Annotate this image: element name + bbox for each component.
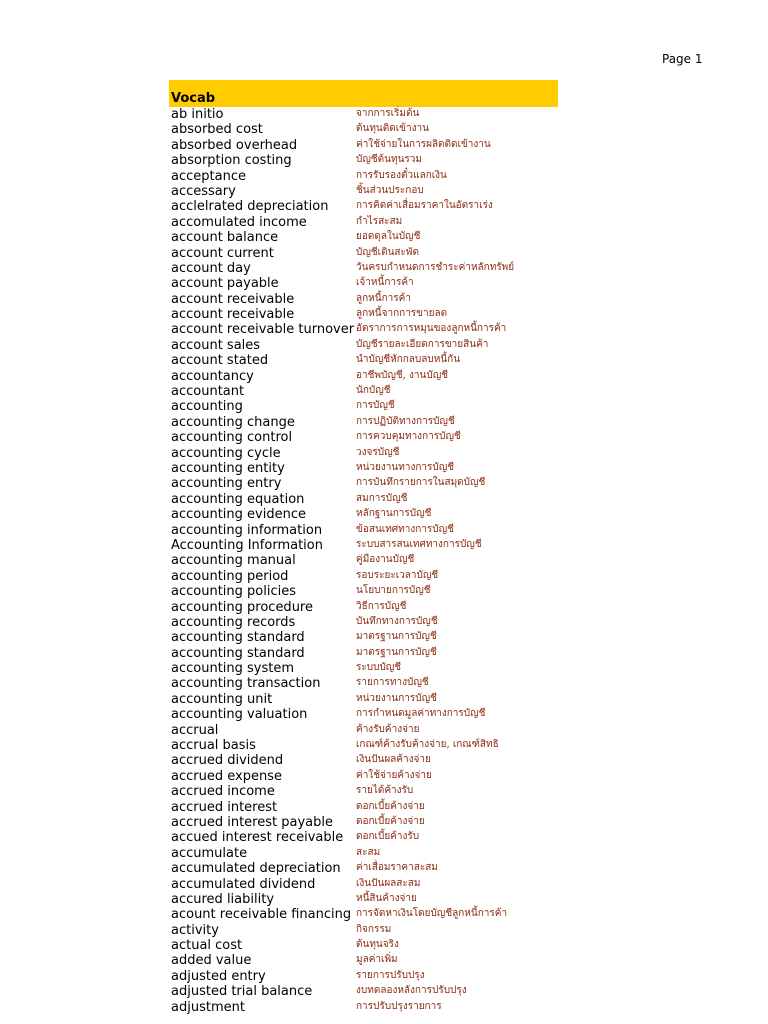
vocab-row	[171, 492, 671, 507]
term-thai: วิธีการบัญชี	[356, 600, 407, 612]
vocab-row	[171, 569, 671, 584]
term-thai: มาตรฐานการบัญชี	[356, 631, 437, 643]
vocab-row	[171, 877, 671, 892]
term-english: accounting unit	[171, 691, 273, 707]
term-english: accounting standard	[171, 630, 305, 646]
term-thai: การบันทึกรายการในสมุดบัญชี	[356, 477, 486, 489]
term-thai: อัตราการการหมุนของลูกหนี้การค้า	[356, 323, 507, 335]
term-english: accued interest receivable	[171, 830, 344, 846]
term-english: accounting transaction	[171, 676, 321, 692]
vocab-row	[171, 369, 671, 384]
term-english: account receivable	[171, 307, 295, 323]
vocab-row	[171, 322, 671, 337]
vocab-row	[171, 353, 671, 368]
term-english: accrued dividend	[171, 753, 284, 769]
vocab-row	[171, 969, 671, 984]
term-english: acount receivable financing	[171, 907, 352, 923]
term-thai: สะสม	[356, 846, 381, 858]
term-thai: นักบัญชี	[356, 385, 391, 397]
term-english: accounting records	[171, 614, 296, 630]
page-number: Page 1	[662, 52, 703, 66]
term-thai: หลักฐานการบัญชี	[356, 508, 432, 520]
term-english: accessary	[171, 183, 236, 199]
vocab-row	[171, 800, 671, 815]
vocab-row	[171, 923, 671, 938]
term-english: accounting manual	[171, 553, 296, 569]
vocab-row	[171, 246, 671, 261]
term-english: account stated	[171, 353, 269, 369]
vocab-row	[171, 476, 671, 491]
vocab-row	[171, 538, 671, 553]
term-thai: ดอกเบี้ยค้างจ่าย	[356, 800, 425, 812]
term-thai: เจ้าหนี้การค้า	[356, 277, 414, 289]
term-english: accrued interest	[171, 799, 278, 815]
term-thai: มาตรฐานการบัญชี	[356, 646, 437, 658]
vocab-row	[171, 584, 671, 599]
vocab-row	[171, 384, 671, 399]
term-thai: กำไรสะสม	[356, 215, 403, 227]
vocab-row	[171, 230, 671, 245]
term-thai: ค่าใช้จ่ายในการผลิตติดเข้างาน	[356, 138, 491, 150]
vocab-row	[171, 984, 671, 999]
term-thai: การปฏิบัติทางการบัญชี	[356, 415, 455, 427]
vocab-row	[171, 523, 671, 538]
vocab-row	[171, 907, 671, 922]
term-english: accounting equation	[171, 491, 305, 507]
vocab-row	[171, 199, 671, 214]
term-thai: รายได้ค้างรับ	[356, 785, 414, 797]
term-thai: การรับรองตั๋วแลกเงิน	[356, 169, 447, 181]
vocab-row	[171, 630, 671, 645]
vocab-row	[171, 507, 671, 522]
term-english: account receivable	[171, 291, 295, 307]
vocab-row	[171, 338, 671, 353]
term-thai: กิจกรรม	[356, 923, 392, 935]
term-thai: วันครบกำหนดการชำระค่าหลักทรัพย์	[356, 261, 515, 273]
vocab-row	[171, 138, 671, 153]
vocab-row	[171, 292, 671, 307]
term-thai: อาชีพบัญชี, งานบัญชี	[356, 369, 449, 381]
term-thai: ดอกเบี้ยค้างจ่าย	[356, 815, 425, 827]
term-english: account sales	[171, 337, 261, 353]
vocab-row	[171, 276, 671, 291]
term-english: account payable	[171, 276, 279, 292]
term-thai: การคิดค่าเสื่อมราคาในอัตราเร่ง	[356, 200, 493, 212]
vocab-header	[169, 80, 558, 107]
vocab-row	[171, 753, 671, 768]
term-english: accumulated dividend	[171, 876, 316, 892]
vocab-row	[171, 600, 671, 615]
term-english: account current	[171, 245, 274, 261]
term-english: absorbed overhead	[171, 137, 298, 153]
term-thai: การบัญชี	[356, 400, 395, 412]
term-thai: สมการบัญชี	[356, 492, 408, 504]
term-english: accounting entry	[171, 476, 282, 492]
vocab-row	[171, 307, 671, 322]
term-thai: ข้อสนเทศทางการบัญชี	[356, 523, 454, 535]
term-english: accounting evidence	[171, 507, 306, 523]
term-english: accumulate	[171, 845, 248, 861]
vocab-row	[171, 615, 671, 630]
term-thai: การปรับปรุงรายการ	[356, 1000, 442, 1012]
term-english: accounting cycle	[171, 445, 281, 461]
term-thai: ต้นทุนจริง	[356, 939, 399, 951]
term-thai: รายการปรับปรุง	[356, 969, 425, 981]
vocab-row	[171, 184, 671, 199]
term-thai: การควบคุมทางการบัญชี	[356, 431, 461, 443]
term-thai: ค่าใช้จ่ายค้างจ่าย	[356, 769, 432, 781]
term-thai: วงจรบัญชี	[356, 446, 400, 458]
term-english: accrual basis	[171, 738, 256, 754]
vocab-row	[171, 107, 671, 122]
vocab-row	[171, 769, 671, 784]
term-english: adjusted trial balance	[171, 984, 313, 1000]
term-thai: บัญชีเดินสะพัด	[356, 246, 419, 258]
term-thai: ลูกหนี้จากการขายลด	[356, 308, 448, 320]
term-thai: ดอกเบี้ยค้างรับ	[356, 831, 420, 843]
term-english: accounting valuation	[171, 707, 308, 723]
term-english: accounting period	[171, 568, 289, 584]
term-thai: รายการทางบัญชี	[356, 677, 429, 689]
term-english: accured liability	[171, 891, 275, 907]
term-thai: ระบบสารสนเทศทางการบัญชี	[356, 538, 482, 550]
term-english: accounting procedure	[171, 599, 313, 615]
term-thai: ค่าเสื่อมราคาสะสม	[356, 862, 438, 874]
term-thai: เกณฑ์ค้างรับค้างจ่าย, เกณฑ์สิทธิ	[356, 739, 499, 751]
term-thai: เงินปันผลค้างจ่าย	[356, 754, 431, 766]
term-english: accumulated depreciation	[171, 861, 341, 877]
vocab-row	[171, 738, 671, 753]
term-thai: บัญชีต้นทุนรวม	[356, 154, 422, 166]
term-english: accountancy	[171, 368, 254, 384]
term-english: accounting control	[171, 430, 293, 446]
vocab-row	[171, 153, 671, 168]
term-english: added value	[171, 953, 252, 969]
term-thai: บัญชีรายละเอียดการขายสินค้า	[356, 338, 489, 350]
term-english: account day	[171, 260, 251, 276]
term-english: accounting	[171, 399, 243, 415]
term-thai: การกำหนดมูลค่าทางการบัญชี	[356, 708, 486, 720]
term-thai: จากการเริ่มต้น	[356, 108, 420, 119]
term-english: accounting change	[171, 414, 295, 430]
term-thai: รอบระยะเวลาบัญชี	[356, 569, 439, 581]
vocab-row	[171, 399, 671, 414]
term-english: accrued expense	[171, 768, 282, 784]
term-english: accountant	[171, 384, 245, 400]
vocab-row	[171, 661, 671, 676]
vocab-row	[171, 815, 671, 830]
vocab-row	[171, 261, 671, 276]
term-english: account balance	[171, 230, 279, 246]
term-thai: หน่วยงานการบัญชี	[356, 692, 437, 704]
term-english: accrued interest payable	[171, 814, 333, 830]
vocab-row	[171, 846, 671, 861]
vocab-row	[171, 446, 671, 461]
vocab-row	[171, 553, 671, 568]
term-thai: หนี้สินค้างจ่าย	[356, 892, 417, 904]
vocab-row	[171, 215, 671, 230]
term-english: adjusted entry	[171, 968, 266, 984]
term-english: accounting information	[171, 522, 323, 538]
vocab-row	[171, 861, 671, 876]
term-english: accounting system	[171, 661, 295, 677]
term-english: absorbed cost	[171, 122, 263, 138]
vocab-row	[171, 169, 671, 184]
term-english: activity	[171, 922, 219, 938]
term-english: acceptance	[171, 168, 246, 184]
vocab-row	[171, 784, 671, 799]
term-thai: ค้างรับค้างจ่าย	[356, 723, 420, 735]
vocab-row	[171, 676, 671, 691]
term-thai: นำบัญชีหักกลบลบหนี้กัน	[356, 354, 461, 366]
vocab-row	[171, 646, 671, 661]
vocab-row	[171, 892, 671, 907]
vocab-row	[171, 723, 671, 738]
vocab-row	[171, 707, 671, 722]
term-english: accrued income	[171, 784, 275, 800]
term-thai: ลูกหนี้การค้า	[356, 292, 411, 304]
term-thai: มูลค่าเพิ่ม	[356, 954, 398, 966]
term-thai: คู่มืองานบัญชี	[356, 554, 415, 566]
term-thai: ยอดดุลในบัญชี	[356, 231, 421, 243]
vocab-list	[171, 107, 671, 1015]
term-thai: บันทึกทางการบัญชี	[356, 615, 438, 627]
vocab-row	[171, 122, 671, 137]
term-english: absorption costing	[171, 153, 292, 169]
vocab-row	[171, 830, 671, 845]
term-english: acclelrated depreciation	[171, 199, 329, 215]
term-english: ab initio	[171, 107, 224, 122]
vocab-row	[171, 415, 671, 430]
term-english: actual cost	[171, 938, 243, 954]
vocab-row	[171, 430, 671, 445]
term-thai: นโยบายการบัญชี	[356, 585, 431, 597]
term-thai: ต้นทุนติดเข้างาน	[356, 123, 429, 135]
term-english: Accounting Information	[171, 537, 323, 553]
term-thai: หน่วยงานทางการบัญชี	[356, 461, 455, 473]
vocab-row	[171, 1000, 671, 1015]
term-thai: งบทดลองหลังการปรับปรุง	[356, 985, 467, 997]
term-thai: การจัดหาเงินโดยบัญชีลูกหนี้การค้า	[356, 908, 508, 920]
term-english: accounting standard	[171, 645, 305, 661]
vocab-header-label: Vocab	[171, 91, 216, 106]
vocab-row	[171, 938, 671, 953]
term-thai: เงินปันผลสะสม	[356, 877, 421, 889]
term-thai: ระบบบัญชี	[356, 662, 402, 674]
term-thai: ชิ้นส่วนประกอบ	[356, 184, 424, 196]
term-english: accounting policies	[171, 584, 296, 600]
vocab-row	[171, 953, 671, 968]
term-english: adjustment	[171, 999, 245, 1015]
term-english: accrual	[171, 722, 219, 738]
term-english: account receivable turnover	[171, 322, 355, 338]
vocab-row	[171, 692, 671, 707]
term-english: accomulated income	[171, 214, 307, 230]
vocab-row	[171, 461, 671, 476]
term-english: accounting entity	[171, 460, 285, 476]
